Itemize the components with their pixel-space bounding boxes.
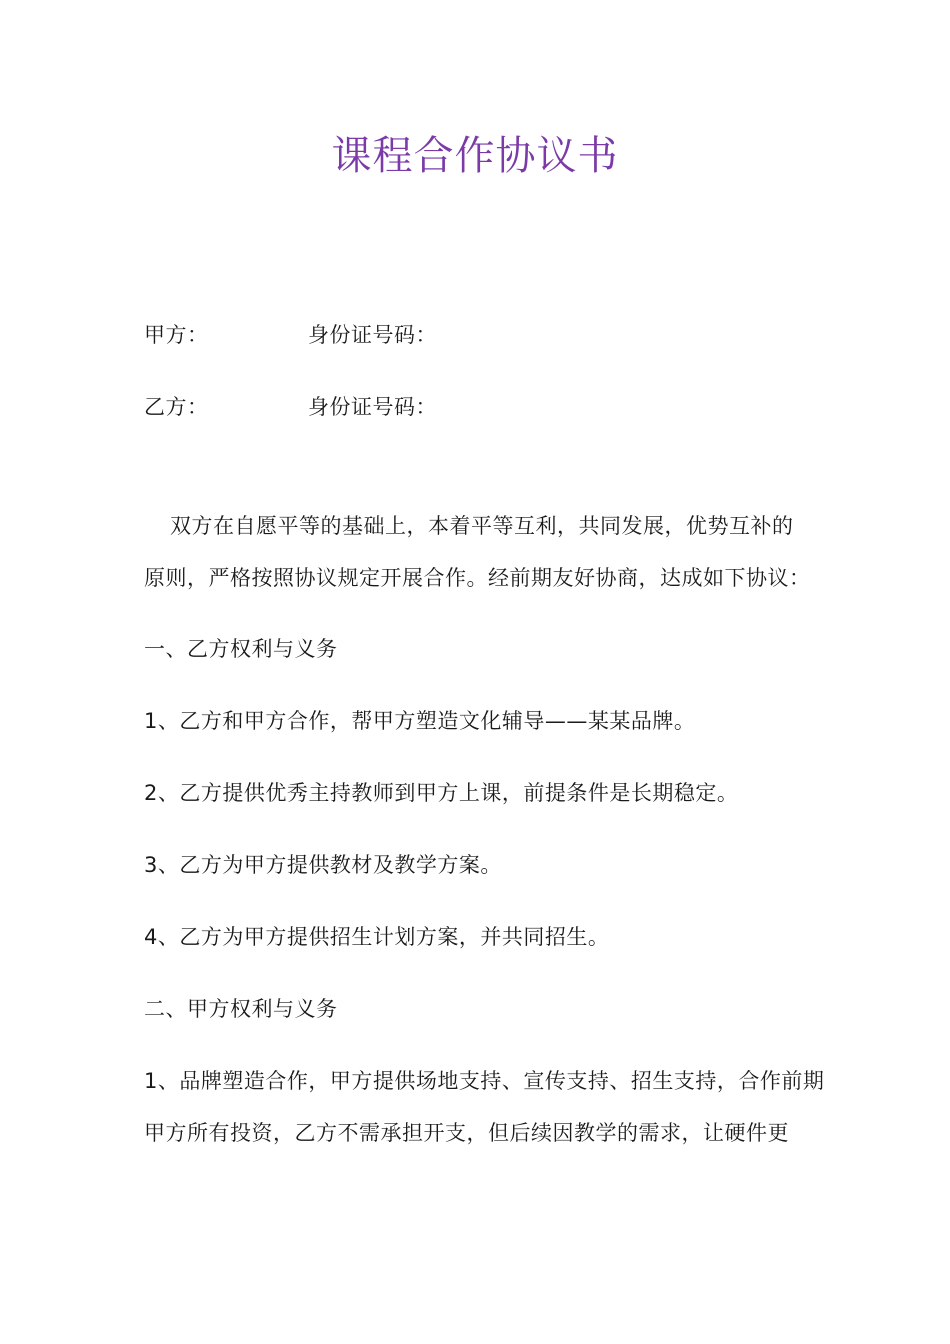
party-a-label: 甲方：: [144, 323, 209, 347]
party-a-line: [144, 320, 437, 350]
section-1-item: 2、乙方提供优秀主持教师到甲方上课，前提条件是长期稳定。: [144, 781, 739, 805]
section-1-item: 4、乙方为甲方提供招生计划方案，并共同招生。: [144, 925, 610, 949]
section-1-heading: 一、乙方权利与义务: [144, 637, 338, 661]
section-1-item: 1、乙方和甲方合作，帮甲方塑造文化辅导——某某品牌。: [144, 709, 696, 733]
section-2-item-1-line-2: 甲方所有投资，乙方不需承担开支，但后续因教学的需求，让硬件更: [144, 1121, 789, 1145]
intro-paragraph-line-1: 双方在自愿平等的基础上，本着平等互利，共同发展，优势互补的: [170, 514, 794, 538]
party-b-line: [144, 392, 437, 422]
party-b-label: 乙方：: [144, 395, 209, 419]
section-2-item-1-line-1: 1、品牌塑造合作，甲方提供场地支持、宣传支持、招生支持，合作前期: [144, 1069, 825, 1093]
section-1-item: 3、乙方为甲方提供教材及教学方案。: [144, 853, 502, 877]
document-title: 课程合作协议书: [331, 133, 619, 179]
party-b-id-label: 身份证号码：: [308, 395, 437, 419]
section-2-heading: 二、甲方权利与义务: [144, 997, 338, 1021]
party-a-id-label: 身份证号码：: [308, 323, 437, 347]
intro-paragraph-line-2: 原则，严格按照协议规定开展合作。经前期友好协商，达成如下协议：: [144, 566, 811, 590]
